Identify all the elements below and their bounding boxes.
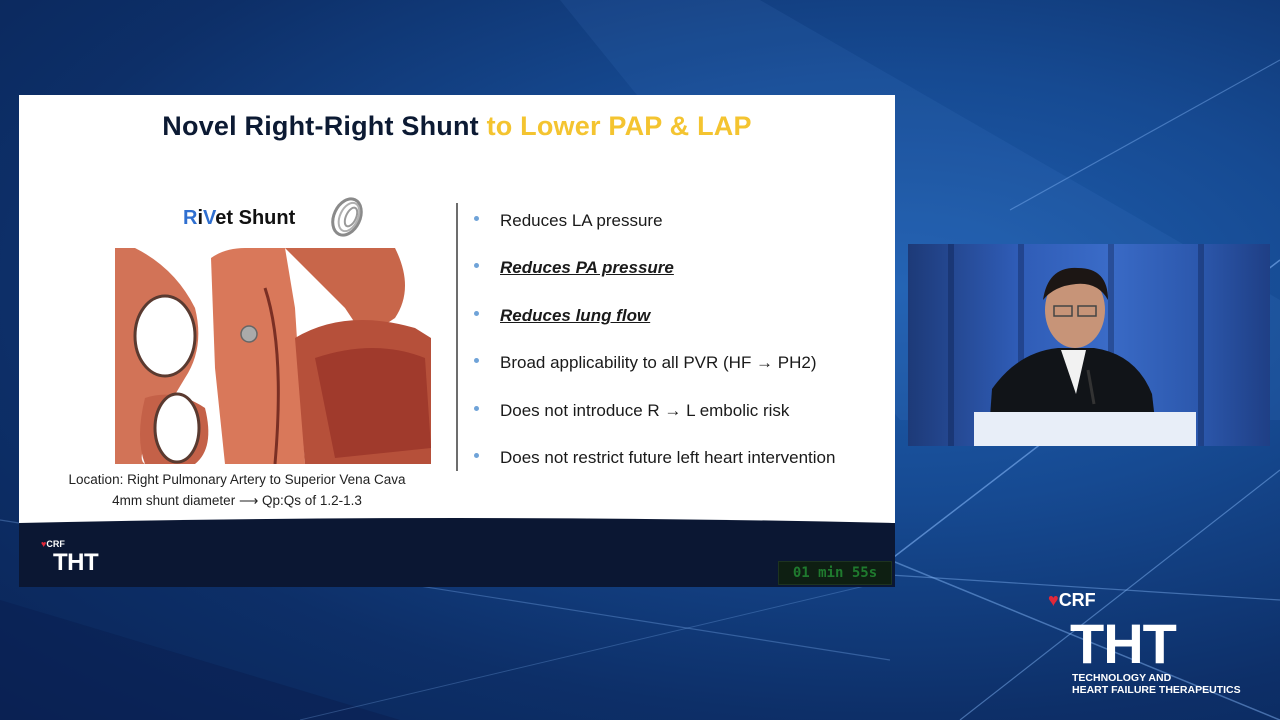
tht-brand-logo: [1048, 590, 1248, 700]
brand-crf: [1048, 590, 1096, 611]
bullet-text: Reduces LA pressure: [500, 211, 663, 230]
bullet-item: [474, 252, 884, 299]
device-heading-r: R: [183, 207, 198, 229]
bullet-item: [474, 395, 884, 442]
figure-caption: [39, 469, 435, 511]
brand-tagline-line-2: HEART FAILURE THERAPEUTICS: [1072, 684, 1241, 696]
footer-logo-crf-text: CRF: [46, 539, 65, 549]
bullet-dot-icon: [474, 263, 479, 268]
device-heading: [183, 207, 295, 230]
slide-title-accent: to Lower PAP & LAP: [486, 111, 752, 141]
bullet-list: [474, 205, 884, 489]
bullet-dot-icon: [474, 358, 479, 363]
caption-line-1: Location: Right Pulmonary Artery to Superior Vena Cava: [68, 472, 406, 487]
footer-logo-crf: [41, 539, 81, 549]
shunt-coil-icon: [327, 195, 367, 239]
bullet-dot-icon: [474, 406, 479, 411]
device-heading-i: i: [197, 207, 204, 229]
bullet-text: Reduces lung flow: [500, 305, 651, 325]
presentation-slide: [19, 95, 895, 587]
brand-tagline: [1072, 672, 1241, 696]
heart-icon: ♥: [1048, 590, 1059, 610]
bullet-text: Does not introduce R → L embolic risk: [500, 400, 790, 420]
brand-tht: THT: [1070, 612, 1176, 675]
device-heading-v: V: [203, 207, 216, 229]
caption-line-2: 4mm shunt diameter ⟶ Qp:Qs of 1.2-1.3: [112, 493, 362, 508]
device-heading-rest: et Shunt: [215, 207, 296, 229]
bullet-dot-icon: [474, 453, 479, 458]
heart-anatomy-illustration: [115, 248, 431, 464]
bullet-dot-icon: [474, 216, 479, 221]
vertical-divider: [456, 203, 458, 471]
slide-title: [19, 111, 895, 142]
slide-title-main: Novel Right-Right Shunt: [162, 111, 487, 141]
footer-curve: [19, 513, 895, 543]
bullet-item: [474, 442, 884, 489]
speaker-figure: [908, 244, 1270, 446]
presentation-timer: 01 min 55s: [778, 561, 892, 585]
brand-crf-text: CRF: [1058, 590, 1096, 610]
bullet-text: Broad applicability to all PVR (HF → PH2): [500, 353, 817, 373]
brand-tagline-line-1: TECHNOLOGY AND: [1072, 672, 1172, 684]
footer-logo-tht: THT: [53, 549, 99, 576]
speaker-video: [908, 244, 1270, 446]
bullet-dot-icon: [474, 311, 479, 316]
bullet-item: [474, 347, 884, 394]
bullet-item: [474, 300, 884, 347]
bullet-item: [474, 205, 884, 252]
heart-icon: ♥: [41, 539, 47, 549]
bullet-text: Does not restrict future left heart intervention: [500, 447, 836, 467]
bullet-text: Reduces PA pressure: [500, 258, 674, 278]
